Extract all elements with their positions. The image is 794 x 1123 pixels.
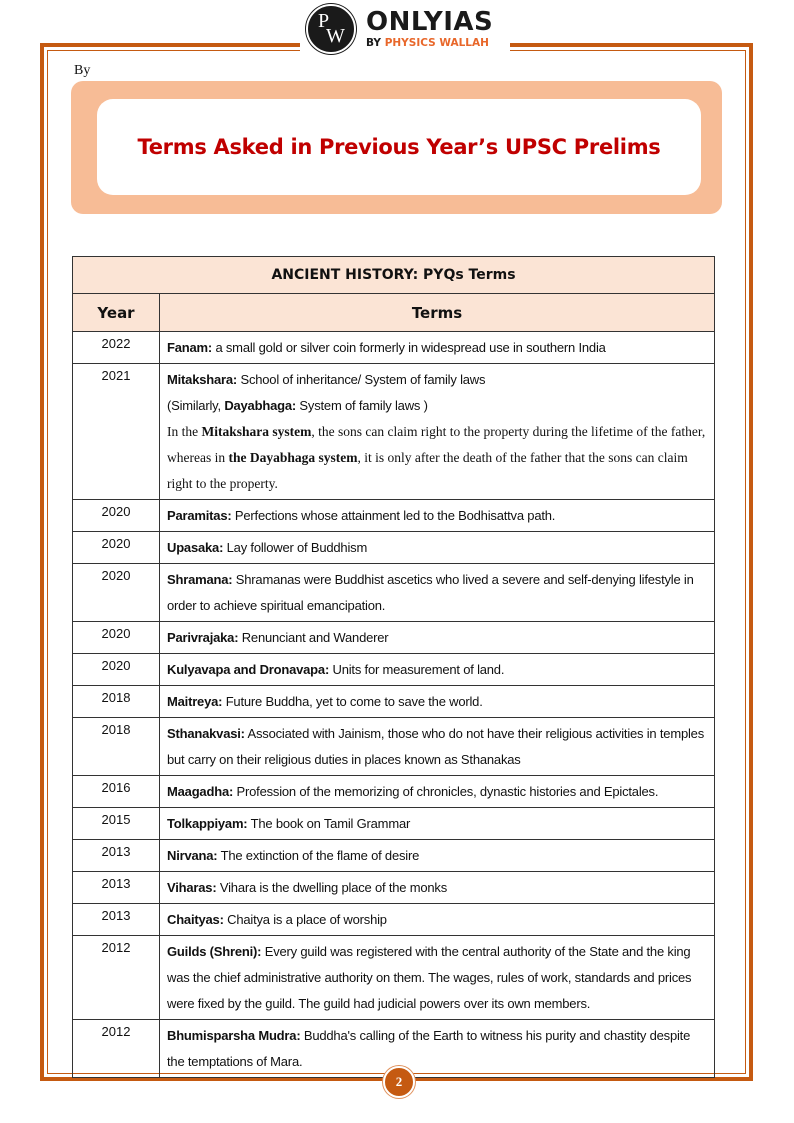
note-text: In the bbox=[167, 424, 202, 439]
term-name: Mitakshara: bbox=[167, 372, 238, 387]
year-cell: 2020 bbox=[73, 500, 160, 532]
table-row bbox=[73, 904, 715, 936]
note-bold: Mitakshara system bbox=[201, 424, 312, 439]
table-caption: ANCIENT HISTORY: PYQs Terms bbox=[73, 257, 715, 294]
year-cell: 2020 bbox=[73, 532, 160, 564]
title-banner-inner bbox=[97, 99, 701, 195]
note-text: , it is only after the death of the father that the sons can claim right to the property. bbox=[167, 450, 688, 491]
logo-monogram-p: P bbox=[318, 10, 330, 32]
year-cell: 2013 bbox=[73, 904, 160, 936]
term-name: Maitreya: bbox=[167, 694, 223, 709]
term-name: Guilds (Shreni): bbox=[167, 944, 262, 959]
related-prefix: (Similarly, bbox=[167, 398, 225, 413]
term-name: Fanam: bbox=[167, 340, 213, 355]
table-row bbox=[73, 872, 715, 904]
brand-sub-name: PHYSICS WALLAH bbox=[384, 37, 489, 50]
related-term-line bbox=[167, 393, 708, 419]
table-row bbox=[73, 686, 715, 718]
term-definition: Shramanas were Buddhist ascetics who lived a severe and self-denying lifestyle in order to achieve spiritual emancipation. bbox=[167, 572, 694, 613]
page-title: Terms Asked in Previous Year’s UPSC Prelims bbox=[137, 135, 661, 159]
year-cell: 2020 bbox=[73, 564, 160, 622]
by-label: By bbox=[74, 63, 91, 78]
term-cell bbox=[160, 532, 715, 564]
year-cell: 2013 bbox=[73, 840, 160, 872]
term-definition: The extinction of the flame of desire bbox=[217, 848, 420, 863]
term-definition: a small gold or silver coin formerly in widespread use in southern India bbox=[212, 340, 606, 355]
brand-sub-prefix: BY bbox=[366, 37, 385, 50]
term-name: Shramana: bbox=[167, 572, 233, 587]
term-cell bbox=[160, 936, 715, 1020]
term-cell bbox=[160, 1020, 715, 1078]
year-cell: 2020 bbox=[73, 622, 160, 654]
table-row bbox=[73, 622, 715, 654]
term-name: Bhumisparsha Mudra: bbox=[167, 1028, 301, 1043]
term-cell bbox=[160, 364, 715, 500]
term-name: Sthanakvasi: bbox=[167, 726, 245, 741]
related-term-name: Dayabhaga: bbox=[224, 398, 297, 413]
table-row bbox=[73, 564, 715, 622]
brand-subtitle bbox=[366, 38, 493, 49]
year-cell: 2016 bbox=[73, 776, 160, 808]
year-cell: 2021 bbox=[73, 364, 160, 500]
term-definition: Chaitya is a place of worship bbox=[223, 912, 387, 927]
term-name: Tolkappiyam: bbox=[167, 816, 248, 831]
year-cell: 2022 bbox=[73, 332, 160, 364]
table-row bbox=[73, 364, 715, 500]
title-banner bbox=[71, 81, 722, 214]
header-logo bbox=[300, 0, 510, 58]
term-name: Parivrajaka: bbox=[167, 630, 239, 645]
related-term-definition: System of family laws ) bbox=[296, 398, 428, 413]
column-header-year: Year bbox=[73, 294, 160, 332]
year-cell: 2018 bbox=[73, 718, 160, 776]
term-cell bbox=[160, 872, 715, 904]
term-name: Upasaka: bbox=[167, 540, 224, 555]
brand-wordmark bbox=[366, 9, 493, 49]
table-row bbox=[73, 776, 715, 808]
table-body bbox=[73, 332, 715, 1078]
term-name: Paramitas: bbox=[167, 508, 232, 523]
note-bold: the Dayabhaga system bbox=[228, 450, 358, 465]
column-header-terms: Terms bbox=[160, 294, 715, 332]
term-definition: Lay follower of Buddhism bbox=[223, 540, 368, 555]
year-cell: 2018 bbox=[73, 686, 160, 718]
table-row bbox=[73, 840, 715, 872]
table-caption-row bbox=[73, 257, 715, 294]
term-definition: The book on Tamil Grammar bbox=[247, 816, 411, 831]
term-definition: Units for measurement of land. bbox=[329, 662, 505, 677]
table-row bbox=[73, 654, 715, 686]
table-row bbox=[73, 532, 715, 564]
table-row bbox=[73, 500, 715, 532]
term-name: Nirvana: bbox=[167, 848, 218, 863]
term-cell bbox=[160, 564, 715, 622]
term-note bbox=[167, 419, 708, 497]
term-name: Kulyavapa and Dronavapa: bbox=[167, 662, 330, 677]
year-cell: 2012 bbox=[73, 936, 160, 1020]
term-definition: School of inheritance/ System of family laws bbox=[237, 372, 486, 387]
term-definition: Every guild was registered with the central authority of the State and the king was the chief administrative authority on them. The wages, rules of work, standards and prices were fixed by the guild. The guild had judicial powers over its own members. bbox=[167, 944, 692, 1011]
year-cell: 2013 bbox=[73, 872, 160, 904]
term-name: Chaityas: bbox=[167, 912, 224, 927]
table-row bbox=[73, 718, 715, 776]
term-definition: Profession of the memorizing of chronicles, dynastic histories and Epictales. bbox=[233, 784, 659, 799]
term-cell bbox=[160, 622, 715, 654]
term-cell bbox=[160, 332, 715, 364]
term-name: Maagadha: bbox=[167, 784, 234, 799]
term-cell bbox=[160, 686, 715, 718]
logo-monogram-w: W bbox=[326, 25, 345, 47]
term-definition: Associated with Jainism, those who do not have their religious activities in temples but carry on their religious duties in places known as Sthanakas bbox=[167, 726, 704, 767]
term-cell bbox=[160, 500, 715, 532]
table-header-row bbox=[73, 294, 715, 332]
pw-logo-icon bbox=[306, 4, 356, 54]
term-definition: Vihara is the dwelling place of the monks bbox=[216, 880, 448, 895]
term-cell bbox=[160, 718, 715, 776]
term-definition: Perfections whose attainment led to the Bodhisattva path. bbox=[231, 508, 556, 523]
note-text: , the sons can claim right to the property during the lifetime of the father, whereas in bbox=[167, 424, 706, 465]
term-definition: Buddha's calling of the Earth to witness his purity and chastity despite the temptations of Mara. bbox=[167, 1028, 691, 1069]
table-row bbox=[73, 936, 715, 1020]
term-cell bbox=[160, 776, 715, 808]
year-cell: 2020 bbox=[73, 654, 160, 686]
term-definition: Future Buddha, yet to come to save the world. bbox=[222, 694, 483, 709]
year-cell: 2012 bbox=[73, 1020, 160, 1078]
term-cell bbox=[160, 654, 715, 686]
term-name: Viharas: bbox=[167, 880, 217, 895]
page-number-badge: 2 bbox=[383, 1066, 415, 1098]
term-cell bbox=[160, 808, 715, 840]
table-row bbox=[73, 332, 715, 364]
term-cell bbox=[160, 904, 715, 936]
term-definition: Renunciant and Wanderer bbox=[238, 630, 389, 645]
table-row bbox=[73, 808, 715, 840]
pyq-terms-table bbox=[72, 256, 715, 1078]
year-cell: 2015 bbox=[73, 808, 160, 840]
brand-name: ONLYIAS bbox=[366, 7, 494, 38]
term-cell bbox=[160, 840, 715, 872]
